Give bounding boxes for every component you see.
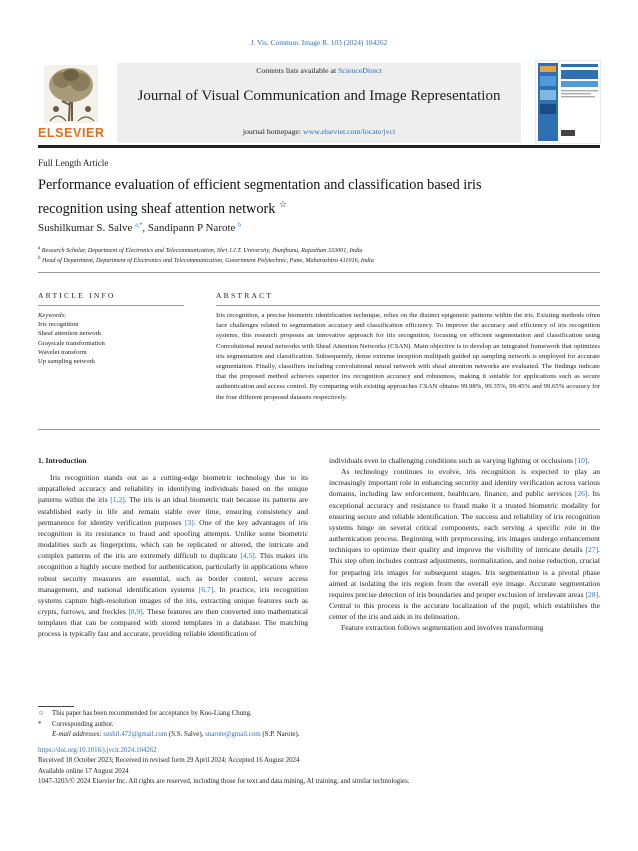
footnote-recommendation-text: This paper has been recommended for acceptance by Kuo-Liang Chung. [52, 710, 252, 717]
keyword-item: Iris recognition [38, 321, 79, 328]
email-label: E-mail addresses: [52, 731, 104, 738]
affiliation-a-mark: a [38, 246, 41, 251]
homepage-prefix: journal homepage: [242, 127, 304, 136]
citation-link[interactable]: [10] [574, 456, 588, 465]
affiliation-a [38, 246, 363, 254]
sciencedirect-link[interactable]: ScienceDirect [338, 66, 382, 75]
journal-cover-image[interactable] [535, 60, 601, 144]
body-column-left [38, 455, 308, 640]
paper-title [38, 176, 538, 219]
paper-title-text: Performance evaluation of efficient segmentation and classification based iris recognition using sheaf attention network [38, 177, 482, 217]
body-text-run: Iris recognition stands out as a cutting-edge biometric technology due to its unparalleled accuracy and reliability in identifying individuals based on the unique patterns within the iris [38, 473, 308, 505]
affiliation-a-text: Research Scholar, Department of Electronics and Telecommunication, Shri J.J.T. University, Jhunjhunu, Rajasthan 333001, India [41, 247, 363, 255]
citation-link[interactable]: [6,7] [198, 584, 214, 594]
title-footnote-star-icon[interactable]: ☆ [279, 199, 288, 209]
footnote-emails [38, 730, 299, 741]
email-owner-narote: (S.P. Narote). [260, 731, 300, 738]
journal-homepage-link[interactable]: www.elsevier.com/locate/jvci [303, 127, 396, 136]
body-column-right [329, 455, 600, 634]
body-paragraph [329, 455, 600, 466]
body-text-run: . This makes iris recognition a highly secure method for authentication, particularly in applications where robust security measures are essential, such as border control, secure access management, and national identification systems [38, 551, 308, 594]
affiliation-b-text: Head of Department, Department of Electronics and Telecommunication, Government Polytechnic, Pune, Maharashtra 411016, India [42, 257, 374, 265]
contents-prefix: Contents lists available at [256, 66, 339, 75]
affiliation-divider [38, 272, 600, 273]
abstract-text: Iris recognition, a precise biometric identification technique, relies on the distinct epigenetic patterns within the iris. Existing methods often face challenges related to segmentation accuracy and classification efficiency. To improve the accuracy and efficiency of iris recognition systems, this research proposes an innovative approach for iris recognition, focusing on efficient segmentation and classification using Convolutional neural networks with Sheaf Attention Networks (CSAN). Main objective is to develop an integrated framework that optimizes iris segmentation and classification. Subsequently, dense extreme inception multipath guided up sampling network is employed for accurate segmentation. Finally, classifiers including convolutional neural network with sheaf attention networks are evaluated. The findings indicate that the proposed method achieves superior iris recognition accuracy and robustness, making it suitable for applications such as secure authentication and access control. By comparing with existing approaches CSAN obtains 99.98%, 99.35%, 99.45% and 99.65% accuracy for the four different proposed datasets respectively. [216, 312, 600, 401]
body-text-run: . Central to this process is the accurate localization of the pupil, which establishes the center of the iris and aids in its delineation. [329, 589, 600, 622]
affiliation-b-mark: b [38, 256, 41, 261]
citation-link[interactable]: [26] [574, 489, 588, 499]
footnotes [38, 709, 299, 741]
citation-link[interactable]: [27] [585, 545, 599, 555]
author-narote[interactable]: Sandipann P Narote [147, 222, 236, 234]
body-text-run: . The iris is an ideal biometric trait because its patterns are established early in life and remain stable over time, ensuring consistency and permanence for identity verification purposes [38, 495, 308, 527]
abstract-end-divider [38, 429, 600, 430]
author-narote-marks[interactable]: b [238, 222, 242, 229]
citation-link[interactable]: [8,9] [128, 607, 143, 617]
section-heading-introduction: 1. Introduction [38, 456, 87, 465]
body-text-run: Feature extraction follows segmentation and involves transforming [341, 623, 544, 633]
author-salve[interactable]: Sushilkumar S. Salve [38, 222, 133, 234]
homepage-line [117, 127, 521, 136]
article-info-divider [38, 305, 184, 306]
article-info-heading: ARTICLE INFO [38, 291, 116, 300]
citation-link[interactable]: [28] [585, 589, 599, 599]
body-text-run: . One of the key advantages of iris recognition is its resistance to fraud and spoofing attempts. Unlike some biometric modalities such as fingerprints, which can be replicated or altered, the intricate and complex patterns of the iris are extremely difficult to duplicate [38, 517, 308, 561]
affiliation-b [38, 256, 374, 264]
footnote-divider [38, 706, 74, 707]
body-text-run: . Its exceptional accuracy and resistance to fraud make it a trusted biometric modality for ensuring secure and reliable identification. The success and reliability of iris recognition systems hinge on several critical components, each serving a specific role in the authentication process. Beginning with preprocessing, iris images undergo enhancement techniques to optimize their quality and improve the visibility of intricate details [329, 489, 600, 555]
citation-link[interactable]: [1,2] [110, 495, 125, 505]
elsevier-wordmark: ELSEVIER [38, 126, 105, 140]
footnote-corresponding-text: Corresponding author. [52, 720, 114, 728]
keywords-label: Keywords: [38, 312, 67, 319]
body-text-run: . In practice, iris recognition systems capture high-resolution images of the iris, extracting unique features such as crypts, furrows, and freckles [38, 584, 308, 617]
email-owner-salve: (S.S. Salve), [167, 731, 206, 738]
author-salve-marks[interactable]: a,* [135, 222, 143, 229]
keyword-item: Sheaf attention network [38, 330, 101, 338]
body-text-run: As technology continues to evolve, iris recognition is expected to play an increasingly important role in enhancing security and identity verification across various domains, including law enforcement, healthcare, finance, and public services [329, 467, 600, 499]
contents-line [117, 66, 521, 75]
body-text-run: . This step often includes contrast adjustments, normalization, and noise reduction, crucial for preparing iris images for subsequent stages. Iris segmentation is a pivotal phase aimed at isolating the iris region from the overall eye image. Accurate segmentation requires precise detection of iris boundaries and proper exclusion of irrelevant areas [329, 545, 600, 599]
author-list [38, 222, 241, 234]
abstract-divider [216, 305, 600, 306]
body-paragraph [38, 472, 308, 639]
footnote-corresponding [38, 720, 299, 731]
journal-title: Journal of Visual Communication and Image Representation [137, 88, 501, 104]
available-online: Available online 17 August 2024 [38, 767, 129, 775]
body-text-run: . These features are then converted into mathematical templates that can be compared with stored templates in a database. The matching process is typically fast and accurate, providing reliable identification of [38, 607, 308, 639]
author-separator: , [142, 222, 148, 234]
publication-info [38, 746, 410, 788]
elsevier-tree-icon [44, 65, 98, 123]
keyword-item: Wavelet transform [38, 348, 87, 356]
body-paragraph [329, 622, 600, 633]
article-type: Full Length Article [38, 158, 109, 168]
doi-link[interactable]: https://doi.org/10.1016/j.jvcir.2024.104262 [38, 747, 157, 754]
email-link-narote[interactable]: snarote@gmail.com [205, 731, 261, 738]
copyright-line: 1047-3203/© 2024 Elsevier Inc. All rights are reserved, including those for text and data mining, AI training, and similar technologies. [38, 778, 410, 786]
keywords-list [38, 320, 105, 366]
citation-link[interactable]: [3] [184, 517, 194, 527]
keyword-item: Grayscale transformation [38, 339, 105, 347]
article-history: Received 18 October 2023; Received in revised form 29 April 2024; Accepted 16 August 2024 [38, 757, 300, 765]
email-link-salve[interactable]: sushil.472@gmail.com [103, 731, 168, 738]
journal-citation-link[interactable]: J. Vis. Commun. Image R. 103 (2024) 104262 [250, 38, 388, 47]
body-text-run: . [587, 456, 590, 465]
body-text-run: individuals even in challenging conditions such as varying lighting or occlusions [329, 456, 575, 465]
elsevier-logo[interactable] [38, 63, 104, 143]
body-paragraph [329, 466, 600, 622]
keyword-item: Up sampling network [38, 358, 96, 366]
footnote-recommendation [38, 709, 299, 720]
header-divider [38, 145, 600, 148]
footnote-asterisk-icon: * [38, 720, 42, 728]
abstract-heading: ABSTRACT [216, 291, 274, 300]
footnote-star-icon: ☆ [38, 710, 45, 717]
citation-link[interactable]: [4,5] [240, 551, 255, 561]
